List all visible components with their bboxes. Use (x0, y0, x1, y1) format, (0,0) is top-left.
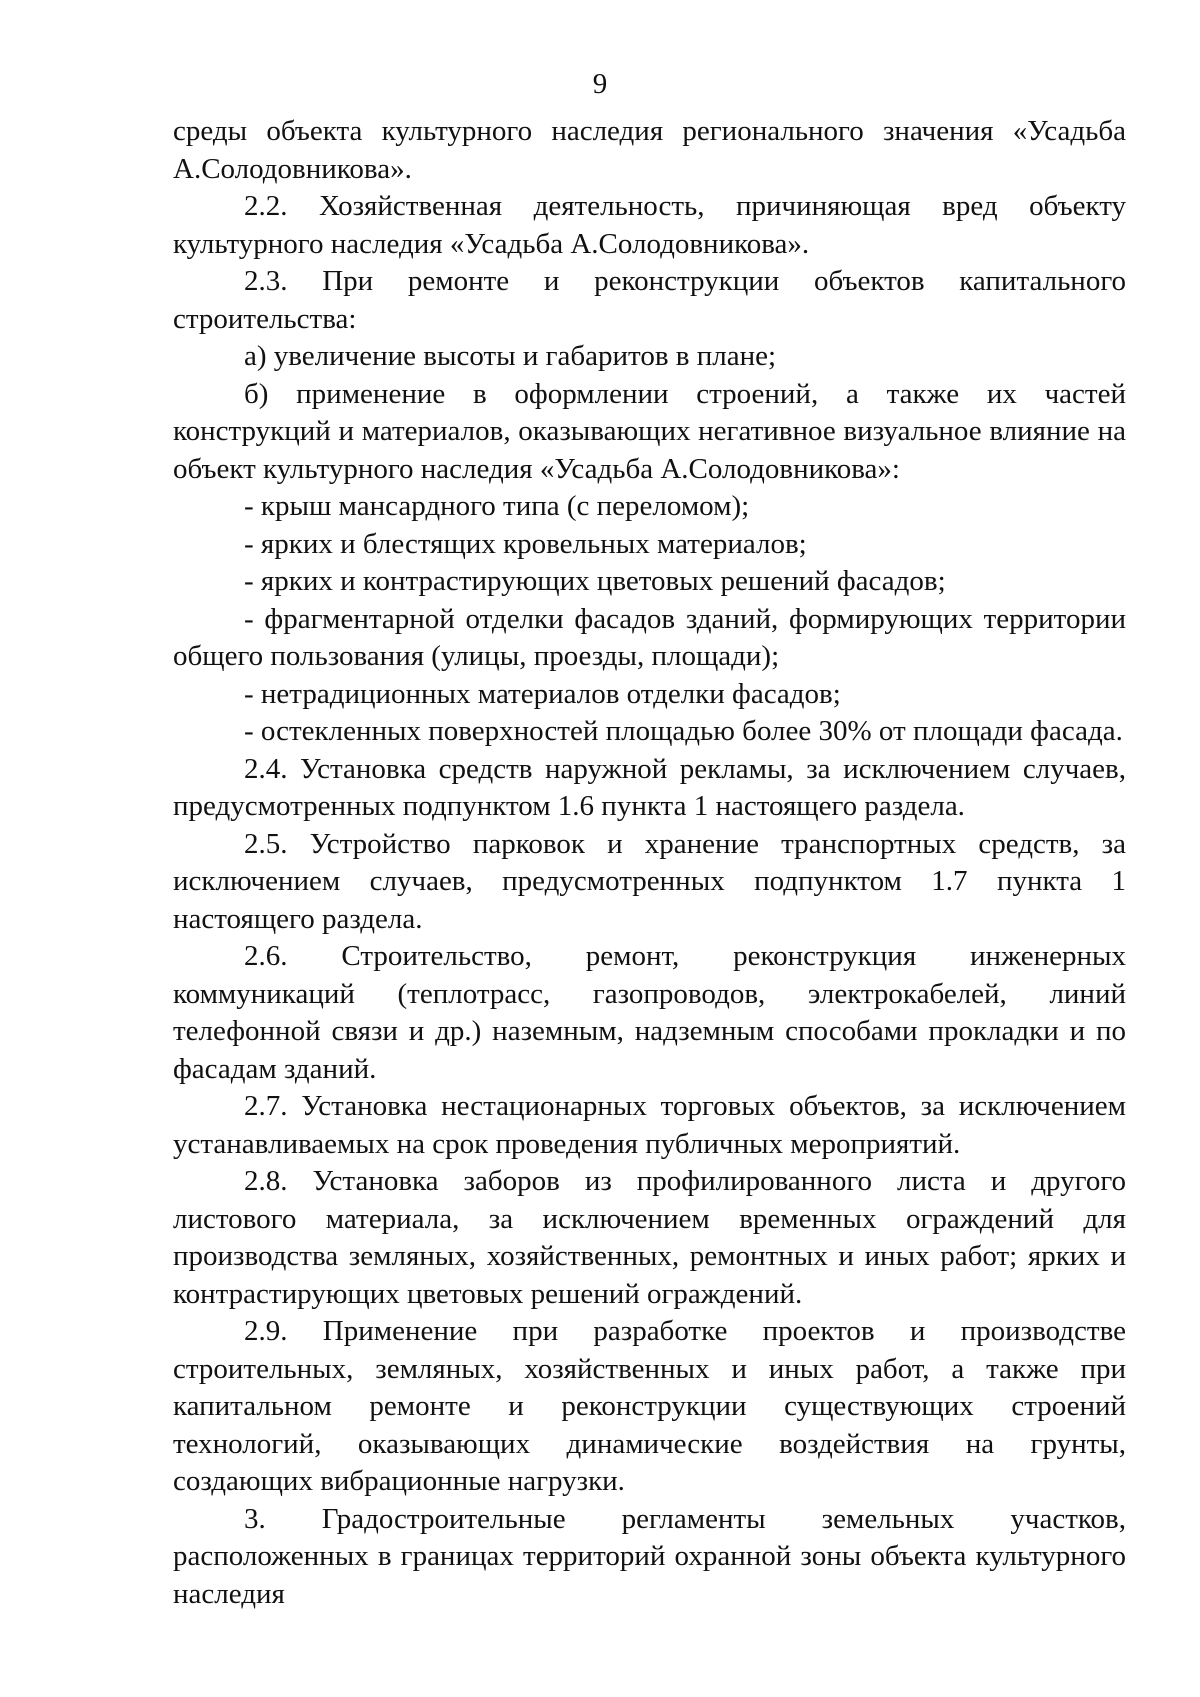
paragraph-3: 3. Градостроительные регламенты земельных участков, расположенных в границах территорий охранной зоны объекта культурного наследия (173, 1502, 1126, 1610)
paragraph-2-8: 2.8. Установка заборов из профилированного листа и другого листового материала, за исключением временных ограждений для производства земляных, хозяйственных, ремонтных и иных работ; ярких и контрастирующих цветовых решений ограждений. (173, 1165, 1126, 1310)
list-item-dash-3: - ярких и контрастирующих цветовых решений фасадов; (244, 565, 946, 597)
paragraph-2-6: 2.6. Строительство, ремонт, реконструкция инженерных коммуникаций (теплотрасс, газопроводов, электрокабелей, линий телефонной связи и др.) наземным, надземным способами прокладки и по фасадам зданий. (173, 940, 1126, 1085)
paragraph-2-2: 2.2. Хозяйственная деятельность, причиняющая вред объекту культурного наследия «Усадьба А.Солодовникова». (173, 190, 1126, 260)
paragraph-2-3: 2.3. При ремонте и реконструкции объектов капитального строительства: (173, 265, 1126, 335)
paragraph-2-9: 2.9. Применение при разработке проектов и производстве строительных, земляных, хозяйственных и иных работ, а также при капитальном ремонте и реконструкции существующих строений технологий, оказывающих динамические воздействия на грунты, создающих вибрационные нагрузки. (173, 1315, 1126, 1497)
document-body (173, 113, 1126, 1613)
page-number: 9 (592, 68, 608, 100)
paragraph-2-7: 2.7. Установка нестационарных торговых объектов, за исключением устанавливаемых на срок проведения публичных мероприятий. (173, 1090, 1126, 1160)
list-item-dash-6: - остекленных поверхностей площадью более 30% от площади фасада. (244, 715, 1123, 747)
list-item-dash-1: - крыш мансардного типа (с переломом); (244, 490, 750, 522)
list-item-b: б) применение в оформлении строений, а также их частей конструкций и материалов, оказывающих негативное визуальное влияние на объект культурного наследия «Усадьба А.Солодовникова»: (173, 377, 1126, 485)
paragraph-2-4: 2.4. Установка средств наружной рекламы, за исключением случаев, предусмотренных подпунктом 1.6 пункта 1 настоящего раздела. (173, 752, 1126, 822)
list-item-dash-2: - ярких и блестящих кровельных материалов; (244, 527, 807, 560)
paragraph-continuation: среды объекта культурного наследия регионального значения «Усадьба А.Солодовникова». (173, 115, 1126, 185)
paragraph-2-5: 2.5. Устройство парковок и хранение транспортных средств, за исключением случаев, предусмотренных подпунктом 1.7 пункта 1 настоящего раздела. (173, 827, 1126, 935)
list-item-dash-4: - фрагментарной отделки фасадов зданий, формирующих территории общего пользования (улицы, проезды, площади); (173, 602, 1126, 672)
list-item-dash-5: - нетрадиционных материалов отделки фасадов; (244, 677, 841, 710)
list-item-a: а) увеличение высоты и габаритов в плане; (244, 340, 777, 372)
